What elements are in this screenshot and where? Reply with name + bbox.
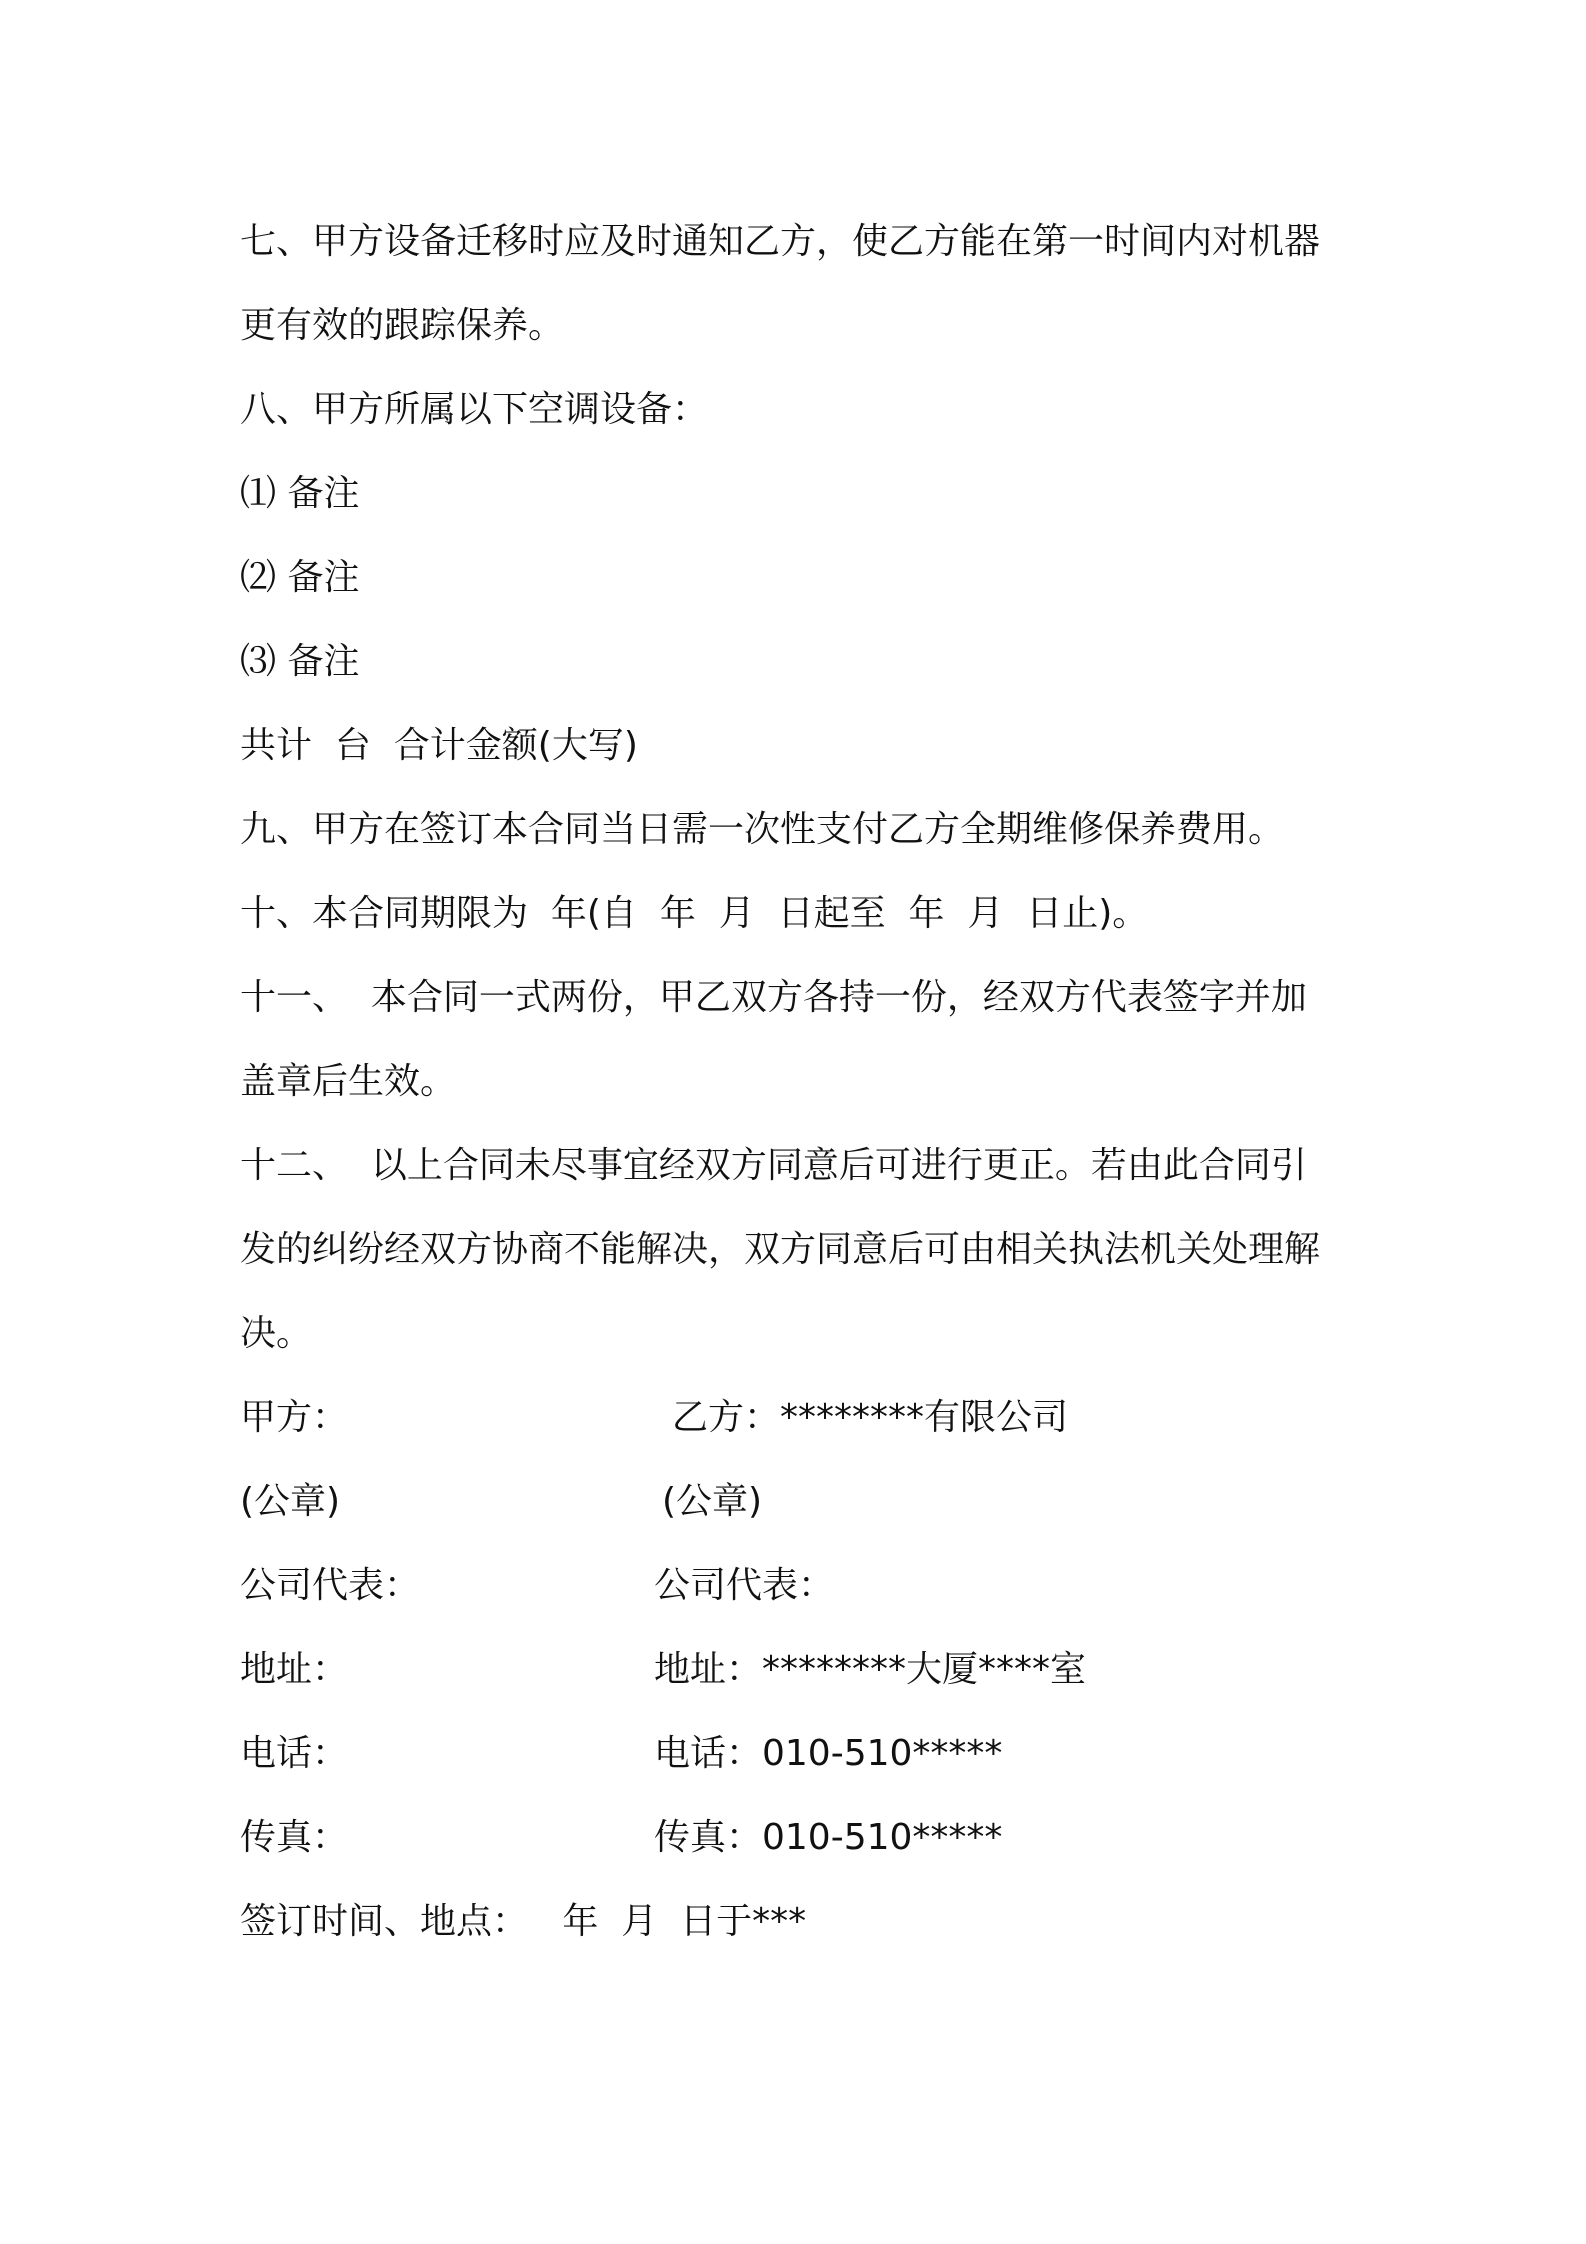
clause-8: 八、甲方所属以下空调设备： xyxy=(240,389,709,430)
equipment-item-2: ⑵ 备注 xyxy=(240,557,360,598)
equipment-item-3: ⑶ 备注 xyxy=(240,641,360,682)
clause-7-line-2: 更有效的跟踪保养。 xyxy=(240,305,565,346)
representative-row xyxy=(240,1544,1360,1628)
seal-a-label: (公章) xyxy=(240,1481,341,1522)
address-b-label: 地址：********大厦****室 xyxy=(654,1649,1087,1690)
phone-row xyxy=(240,1712,1360,1796)
clause-9: 九、甲方在签订本合同当日需一次性支付乙方全期维修保养费用。 xyxy=(240,809,1285,850)
party-row xyxy=(240,1376,1360,1460)
clause-7-line-1: 七、甲方设备迁移时应及时通知乙方，使乙方能在第一时间内对机器 xyxy=(240,221,1321,262)
clause-12-line-2: 发的纠纷经双方协商不能解决，双方同意后可由相关执法机关处理解 xyxy=(240,1229,1321,1270)
fax-row xyxy=(240,1796,1360,1880)
clause-12-line-3: 决。 xyxy=(240,1313,313,1354)
party-b-label: 乙方：********有限公司 xyxy=(672,1397,1069,1438)
party-a-label: 甲方： xyxy=(240,1397,349,1438)
clause-11-line-2: 盖章后生效。 xyxy=(240,1061,457,1102)
clause-12-line-1: 十二、 以上合同未尽事宜经双方同意后可进行更正。若由此合同引 xyxy=(240,1145,1307,1186)
clause-10: 十、本合同期限为 年(自 年 月 日起至 年 月 日止)。 xyxy=(240,893,1149,934)
phone-b-label: 电话：010-510***** xyxy=(654,1733,1003,1774)
address-a-label: 地址： xyxy=(240,1649,349,1690)
fax-a-label: 传真： xyxy=(240,1817,349,1858)
contract-page xyxy=(240,200,1360,1964)
equipment-item-1: ⑴ 备注 xyxy=(240,473,360,514)
sign-time-place: 签订时间、地点： 年 月 日于*** xyxy=(240,1901,807,1942)
total-amount-line: 共计 台 合计金额(大写) xyxy=(240,725,638,766)
phone-a-label: 电话： xyxy=(240,1733,349,1774)
rep-b-label: 公司代表： xyxy=(654,1565,835,1606)
rep-a-label: 公司代表： xyxy=(240,1565,421,1606)
seal-b-label: (公章) xyxy=(662,1481,763,1522)
seal-row xyxy=(240,1460,1360,1544)
address-row xyxy=(240,1628,1360,1712)
fax-b-label: 传真：010-510***** xyxy=(654,1817,1003,1858)
clause-11-line-1: 十一、 本合同一式两份，甲乙双方各持一份，经双方代表签字并加 xyxy=(240,977,1307,1018)
